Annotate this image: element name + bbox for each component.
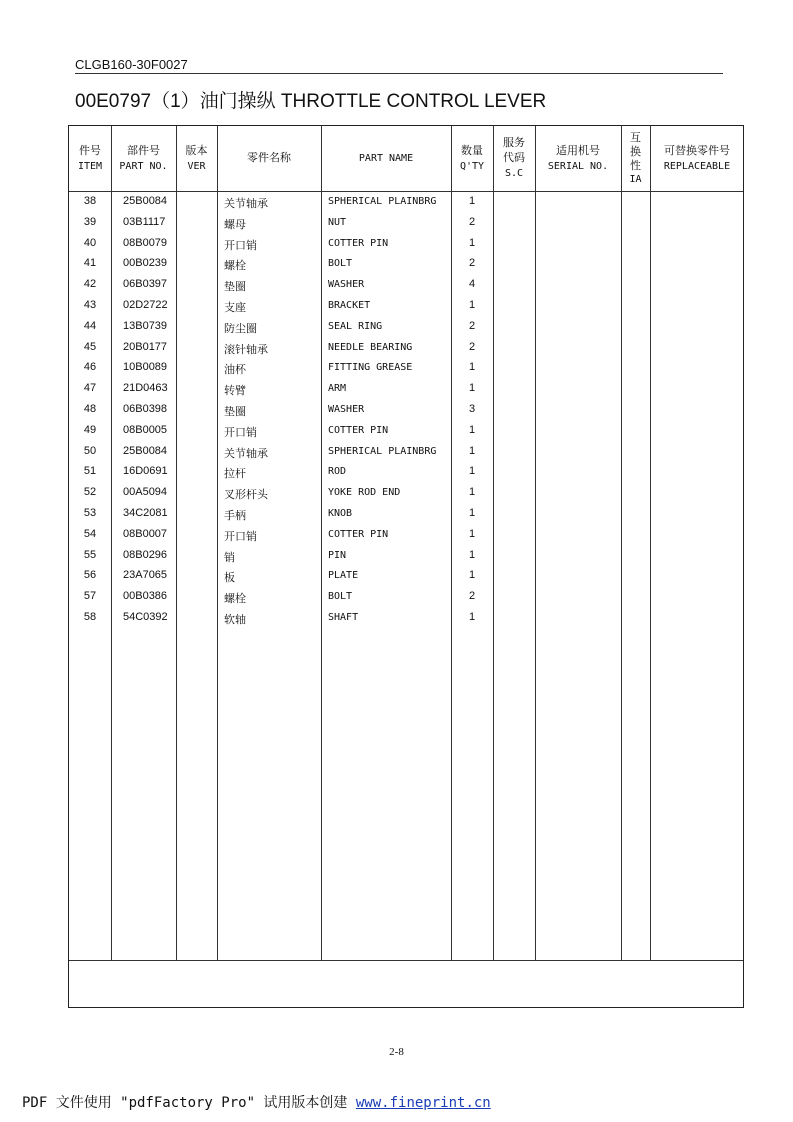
header-ia-3: 性 (630, 159, 641, 172)
table-row (69, 525, 743, 546)
cell-name-en: WASHER (328, 403, 365, 415)
table-row (69, 462, 743, 483)
header-ia-1: 互 (630, 131, 641, 144)
table-row (69, 504, 743, 525)
cell-qty: 1 (468, 195, 476, 207)
cell-qty: 1 (468, 548, 476, 561)
cell-qty: 1 (468, 610, 476, 623)
cell-part-no: 00B0386 (123, 590, 168, 603)
table-row (69, 317, 743, 338)
cell-name-cn: 销 (224, 551, 235, 564)
cell-qty: 2 (468, 257, 476, 270)
cell-name-cn: 开口销 (224, 426, 257, 439)
cell-name-en: WASHER (328, 279, 365, 291)
cell-part-no: 10B0089 (123, 361, 168, 374)
page-number: 2-8 (389, 1046, 404, 1058)
table-row (69, 608, 743, 629)
pdf-footer (22, 1092, 491, 1112)
cell-qty: 2 (468, 340, 476, 353)
cell-name-cn: 防尘圈 (224, 322, 257, 335)
cell-part-no: 20B0177 (123, 340, 168, 353)
cell-qty: 1 (468, 423, 476, 436)
cell-name-en: PIN (328, 549, 347, 561)
header-serial-no (535, 126, 621, 191)
cell-item: 50 (83, 444, 97, 457)
header-ver (176, 126, 217, 191)
header-qty (451, 126, 493, 191)
cell-item: 52 (83, 486, 97, 499)
cell-item: 40 (83, 236, 97, 249)
header-name-cn (217, 126, 321, 191)
header-part-no (111, 126, 176, 191)
header-part-cn: 部件号 (127, 144, 160, 157)
table-row (69, 296, 743, 317)
cell-name-cn: 滚针轴承 (224, 343, 268, 356)
table-row (69, 234, 743, 255)
cell-part-no: 02D2722 (123, 298, 168, 311)
parts-table (68, 125, 744, 1008)
header-ver-en: VER (187, 160, 206, 172)
cell-name-cn: 垫圈 (224, 405, 246, 418)
cell-part-no: 08B0296 (123, 548, 168, 561)
header-serial-cn: 适用机号 (556, 144, 600, 157)
header-ver-cn: 版本 (185, 144, 208, 157)
cell-qty: 1 (468, 236, 476, 249)
cell-name-cn: 关节轴承 (224, 447, 268, 460)
cell-qty: 1 (468, 465, 476, 478)
cell-qty: 1 (468, 569, 476, 582)
cell-name-en: SPHERICAL PLAINBRG (328, 196, 437, 207)
table-row (69, 442, 743, 463)
header-item-en: ITEM (77, 160, 103, 172)
cell-item: 47 (83, 382, 97, 395)
header-repl-cn: 可替换零件号 (664, 144, 730, 157)
cell-qty: 1 (468, 527, 476, 540)
cell-qty: 1 (468, 361, 476, 374)
cell-name-cn: 转臂 (224, 385, 246, 398)
cell-part-no: 08B0007 (123, 527, 168, 540)
cell-name-en: YOKE ROD END (328, 487, 401, 499)
cell-name-en: BOLT (328, 591, 353, 603)
cell-part-no: 08B0079 (123, 236, 168, 249)
cell-item: 56 (83, 569, 97, 582)
cell-qty: 2 (468, 215, 476, 228)
cell-part-no: 03B1117 (123, 215, 166, 228)
cell-name-en: SEAL RING (328, 320, 383, 332)
cell-item: 44 (83, 319, 97, 332)
header-sc-en: S.C (504, 168, 524, 179)
cell-part-no: 06B0398 (123, 402, 168, 415)
table-row (69, 338, 743, 359)
cell-item: 55 (83, 548, 97, 561)
header-qty-cn: 数量 (461, 144, 483, 157)
cell-item: 53 (83, 506, 97, 519)
cell-part-no: 23A7065 (123, 569, 168, 582)
cell-part-no: 21D0463 (123, 382, 168, 395)
table-row (69, 587, 743, 608)
cell-qty: 2 (468, 319, 476, 332)
cell-name-cn: 螺栓 (224, 593, 246, 606)
cell-qty: 1 (468, 506, 476, 519)
cell-name-en: COTTER PIN (328, 237, 389, 249)
cell-name-cn: 支座 (224, 301, 246, 314)
table-body (69, 192, 743, 629)
cell-item: 42 (83, 278, 97, 291)
header-part-en: PART NO. (119, 160, 168, 172)
cell-name-cn: 板 (224, 572, 235, 585)
table-row (69, 546, 743, 567)
cell-name-cn: 螺栓 (224, 260, 246, 273)
cell-name-en: NEEDLE BEARING (328, 341, 413, 353)
document-code: CLGB160-30F0027 (75, 57, 188, 72)
cell-name-cn: 开口销 (224, 530, 257, 543)
cell-item: 41 (83, 257, 97, 270)
header-interchangeability (621, 126, 650, 191)
cell-item: 54 (83, 527, 97, 540)
header-item-cn: 件号 (79, 144, 101, 157)
cell-qty: 4 (468, 278, 476, 291)
table-row (69, 254, 743, 275)
cell-item: 49 (83, 423, 97, 436)
table-row (69, 213, 743, 234)
cell-part-no: 25B0084 (123, 444, 168, 457)
header-ia-en: IA (629, 173, 642, 185)
cell-name-cn: 关节轴承 (224, 198, 268, 210)
cell-part-no: 34C2081 (123, 506, 168, 519)
cell-name-en: BOLT (328, 258, 353, 270)
cell-item: 58 (83, 610, 97, 623)
cell-name-en: BRACKET (328, 299, 371, 311)
cell-name-cn: 软轴 (224, 613, 246, 626)
cell-name-cn: 手柄 (224, 509, 246, 522)
cell-item: 46 (83, 361, 97, 374)
cell-name-cn: 垫圈 (224, 281, 246, 294)
cell-qty: 1 (468, 298, 476, 311)
header-sc-cn1: 服务 (503, 137, 525, 149)
cell-name-en: COTTER PIN (328, 424, 389, 436)
table-row (69, 379, 743, 400)
cell-item: 45 (83, 340, 97, 353)
table-row (69, 275, 743, 296)
cell-name-cn: 开口销 (224, 239, 257, 252)
cell-name-en: ARM (328, 383, 347, 395)
cell-part-no: 54C0392 (123, 610, 168, 623)
cell-part-no: 16D0691 (123, 465, 168, 478)
header-sc-cn2: 代码 (503, 152, 525, 164)
cell-item: 39 (83, 215, 97, 228)
cell-name-en: PLATE (328, 570, 359, 582)
cell-name-en: COTTER PIN (328, 528, 389, 540)
cell-name-en: NUT (328, 216, 347, 228)
table-row (69, 400, 743, 421)
table-row (69, 483, 743, 504)
header-name-en (321, 126, 451, 191)
header-service-code (493, 126, 535, 191)
header-ia-2: 换 (630, 145, 641, 158)
cell-name-en: ROD (328, 466, 347, 478)
header-name-cn-label: 零件名称 (247, 152, 291, 164)
table-row (69, 358, 743, 379)
header-qty-en: Q'TY (459, 160, 485, 172)
body-divider (69, 960, 743, 961)
cell-part-no: 00A5094 (123, 486, 168, 499)
cell-part-no: 08B0005 (123, 423, 168, 436)
header-serial-en: SERIAL NO. (547, 160, 609, 172)
cell-qty: 1 (468, 444, 476, 457)
cell-name-en: SPHERICAL PLAINBRG (328, 445, 437, 457)
cell-name-en: FITTING GREASE (328, 362, 413, 374)
footer-link[interactable]: www.fineprint.cn (355, 1095, 491, 1111)
header-replaceable (650, 126, 744, 191)
cell-part-no: 13B0739 (123, 319, 168, 332)
table-row (69, 421, 743, 442)
cell-name-cn: 螺母 (224, 218, 246, 231)
cell-part-no: 06B0397 (123, 278, 168, 291)
cell-name-en: SHAFT (328, 611, 359, 623)
footer-text: PDF 文件使用 "pdfFactory Pro" 试用版本创建 (22, 1095, 356, 1111)
cell-name-en: KNOB (328, 507, 353, 519)
page-title: 00E0797（1）油门操纵 THROTTLE CONTROL LEVER (75, 91, 547, 112)
header-repl-en: REPLACEABLE (663, 160, 731, 172)
table-row (69, 192, 743, 213)
cell-part-no: 25B0084 (123, 195, 168, 207)
header-item (69, 126, 111, 191)
table-row (69, 566, 743, 587)
cell-qty: 3 (468, 402, 476, 415)
cell-name-cn: 叉形杆头 (224, 489, 268, 502)
cell-item: 51 (83, 465, 97, 478)
header-rule (75, 73, 723, 74)
cell-name-cn: 拉杆 (224, 468, 246, 481)
cell-qty: 1 (468, 382, 476, 395)
cell-name-cn: 油杯 (224, 364, 246, 377)
cell-item: 43 (83, 298, 97, 311)
header-name-en-label: PART NAME (358, 153, 414, 164)
cell-qty: 1 (468, 486, 476, 499)
cell-part-no: 00B0239 (123, 257, 168, 270)
cell-item: 57 (83, 590, 97, 603)
cell-item: 38 (83, 195, 97, 207)
cell-item: 48 (83, 402, 97, 415)
cell-qty: 2 (468, 590, 476, 603)
